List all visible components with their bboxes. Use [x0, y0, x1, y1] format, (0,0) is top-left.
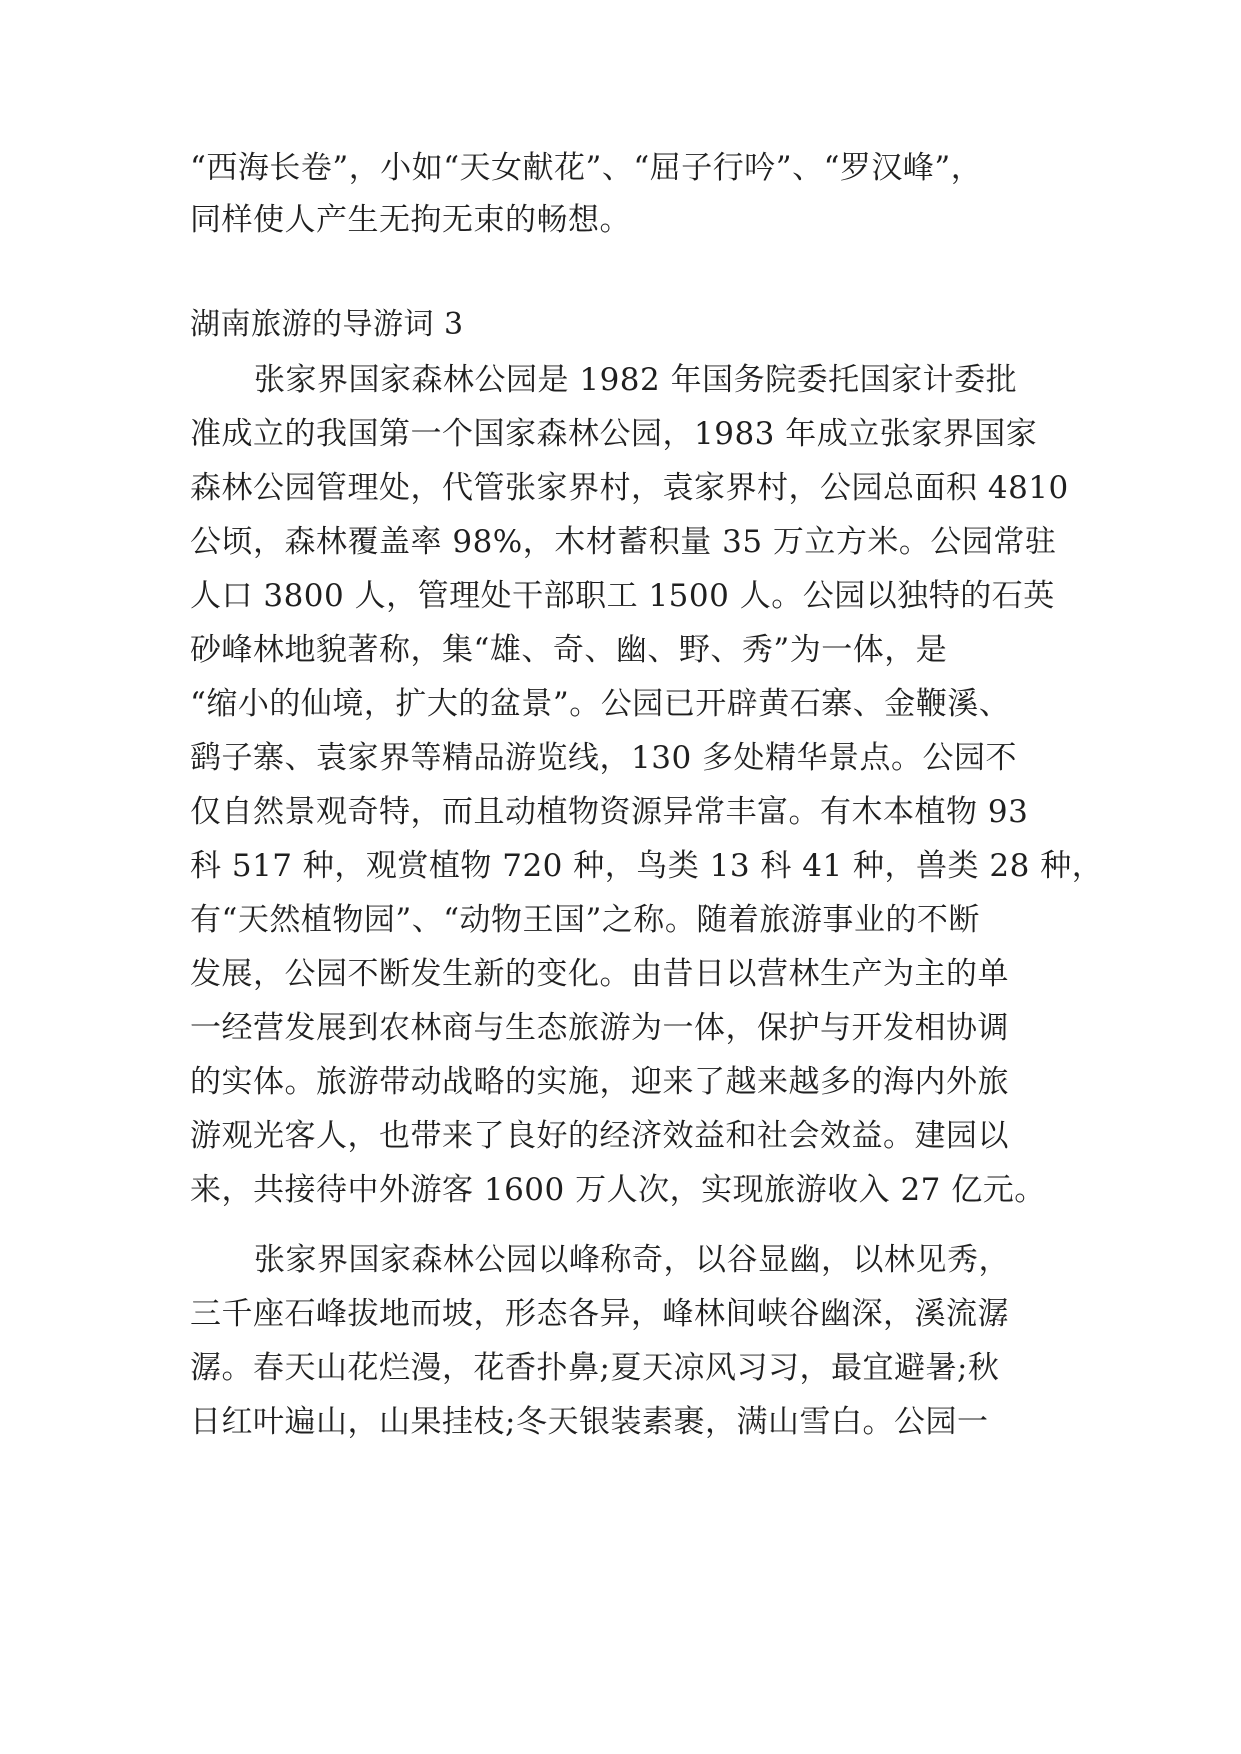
- text-line: 准成立的我国第一个国家森林公园，1983 年成立张家界国家: [190, 416, 1038, 452]
- text-line: 仅自然景观奇特，而且动植物资源异常丰富。有木本植物 93: [190, 794, 1029, 830]
- text-line: 一经营发展到农林商与生态旅游为一体，保护与开发相协调: [190, 1010, 1009, 1046]
- text-line: 森林公园管理处，代管张家界村，袁家界村，公园总面积 4810: [190, 470, 1069, 506]
- text-line: 有“天然植物园”、“动物王国”之称。随着旅游事业的不断: [190, 902, 980, 938]
- text-line: “西海长卷”，小如“天女献花”、“屈子行吟”、“罗汉峰”，: [190, 150, 983, 186]
- text-line: 张家界国家森林公园是 1982 年国务院委托国家计委批: [254, 362, 1018, 398]
- text-line: 的实体。旅游带动战略的实施，迎来了越来越多的海内外旅: [190, 1064, 1009, 1100]
- text-line: 游观光客人，也带来了良好的经济效益和社会效益。建园以: [190, 1118, 1009, 1154]
- text-line: 潺。春天山花烂漫，花香扑鼻;夏天凉风习习，最宜避暑;秋: [190, 1350, 1000, 1386]
- text-line: 科 517 种，观赏植物 720 种，鸟类 13 科 41 种，兽类 28 种，: [190, 848, 1104, 884]
- text-line: 日红叶遍山，山果挂枝;冬天银装素裹，满山雪白。公园一: [190, 1404, 989, 1440]
- text-line: “缩小的仙境，扩大的盆景”。公园已开辟黄石寨、金鞭溪、: [190, 686, 1011, 722]
- text-line: 发展，公园不断发生新的变化。由昔日以营林生产为主的单: [190, 956, 1009, 992]
- text-line: 鹞子寨、袁家界等精品游览线，130 多处精华景点。公园不: [190, 740, 1018, 776]
- text-line: 张家界国家森林公园以峰称奇，以谷显幽，以林见秀，: [254, 1242, 1010, 1278]
- text-line: 公顷，森林覆盖率 98%，木材蓄积量 35 万立方米。公园常驻: [190, 524, 1057, 560]
- section-title: 湖南旅游的导游词 3: [190, 307, 464, 342]
- text-line: 砂峰林地貌著称，集“雄、奇、幽、野、秀”为一体，是: [190, 632, 948, 668]
- text-line: 人口 3800 人，管理处干部职工 1500 人。公园以独特的石英: [190, 578, 1055, 614]
- text-line: 同样使人产生无拘无束的畅想。: [190, 202, 631, 238]
- text-line: 来，共接待中外游客 1600 万人次，实现旅游收入 27 亿元。: [190, 1172, 1046, 1208]
- text-line: 三千座石峰拔地而坡，形态各异，峰林间峡谷幽深，溪流潺: [190, 1296, 1009, 1332]
